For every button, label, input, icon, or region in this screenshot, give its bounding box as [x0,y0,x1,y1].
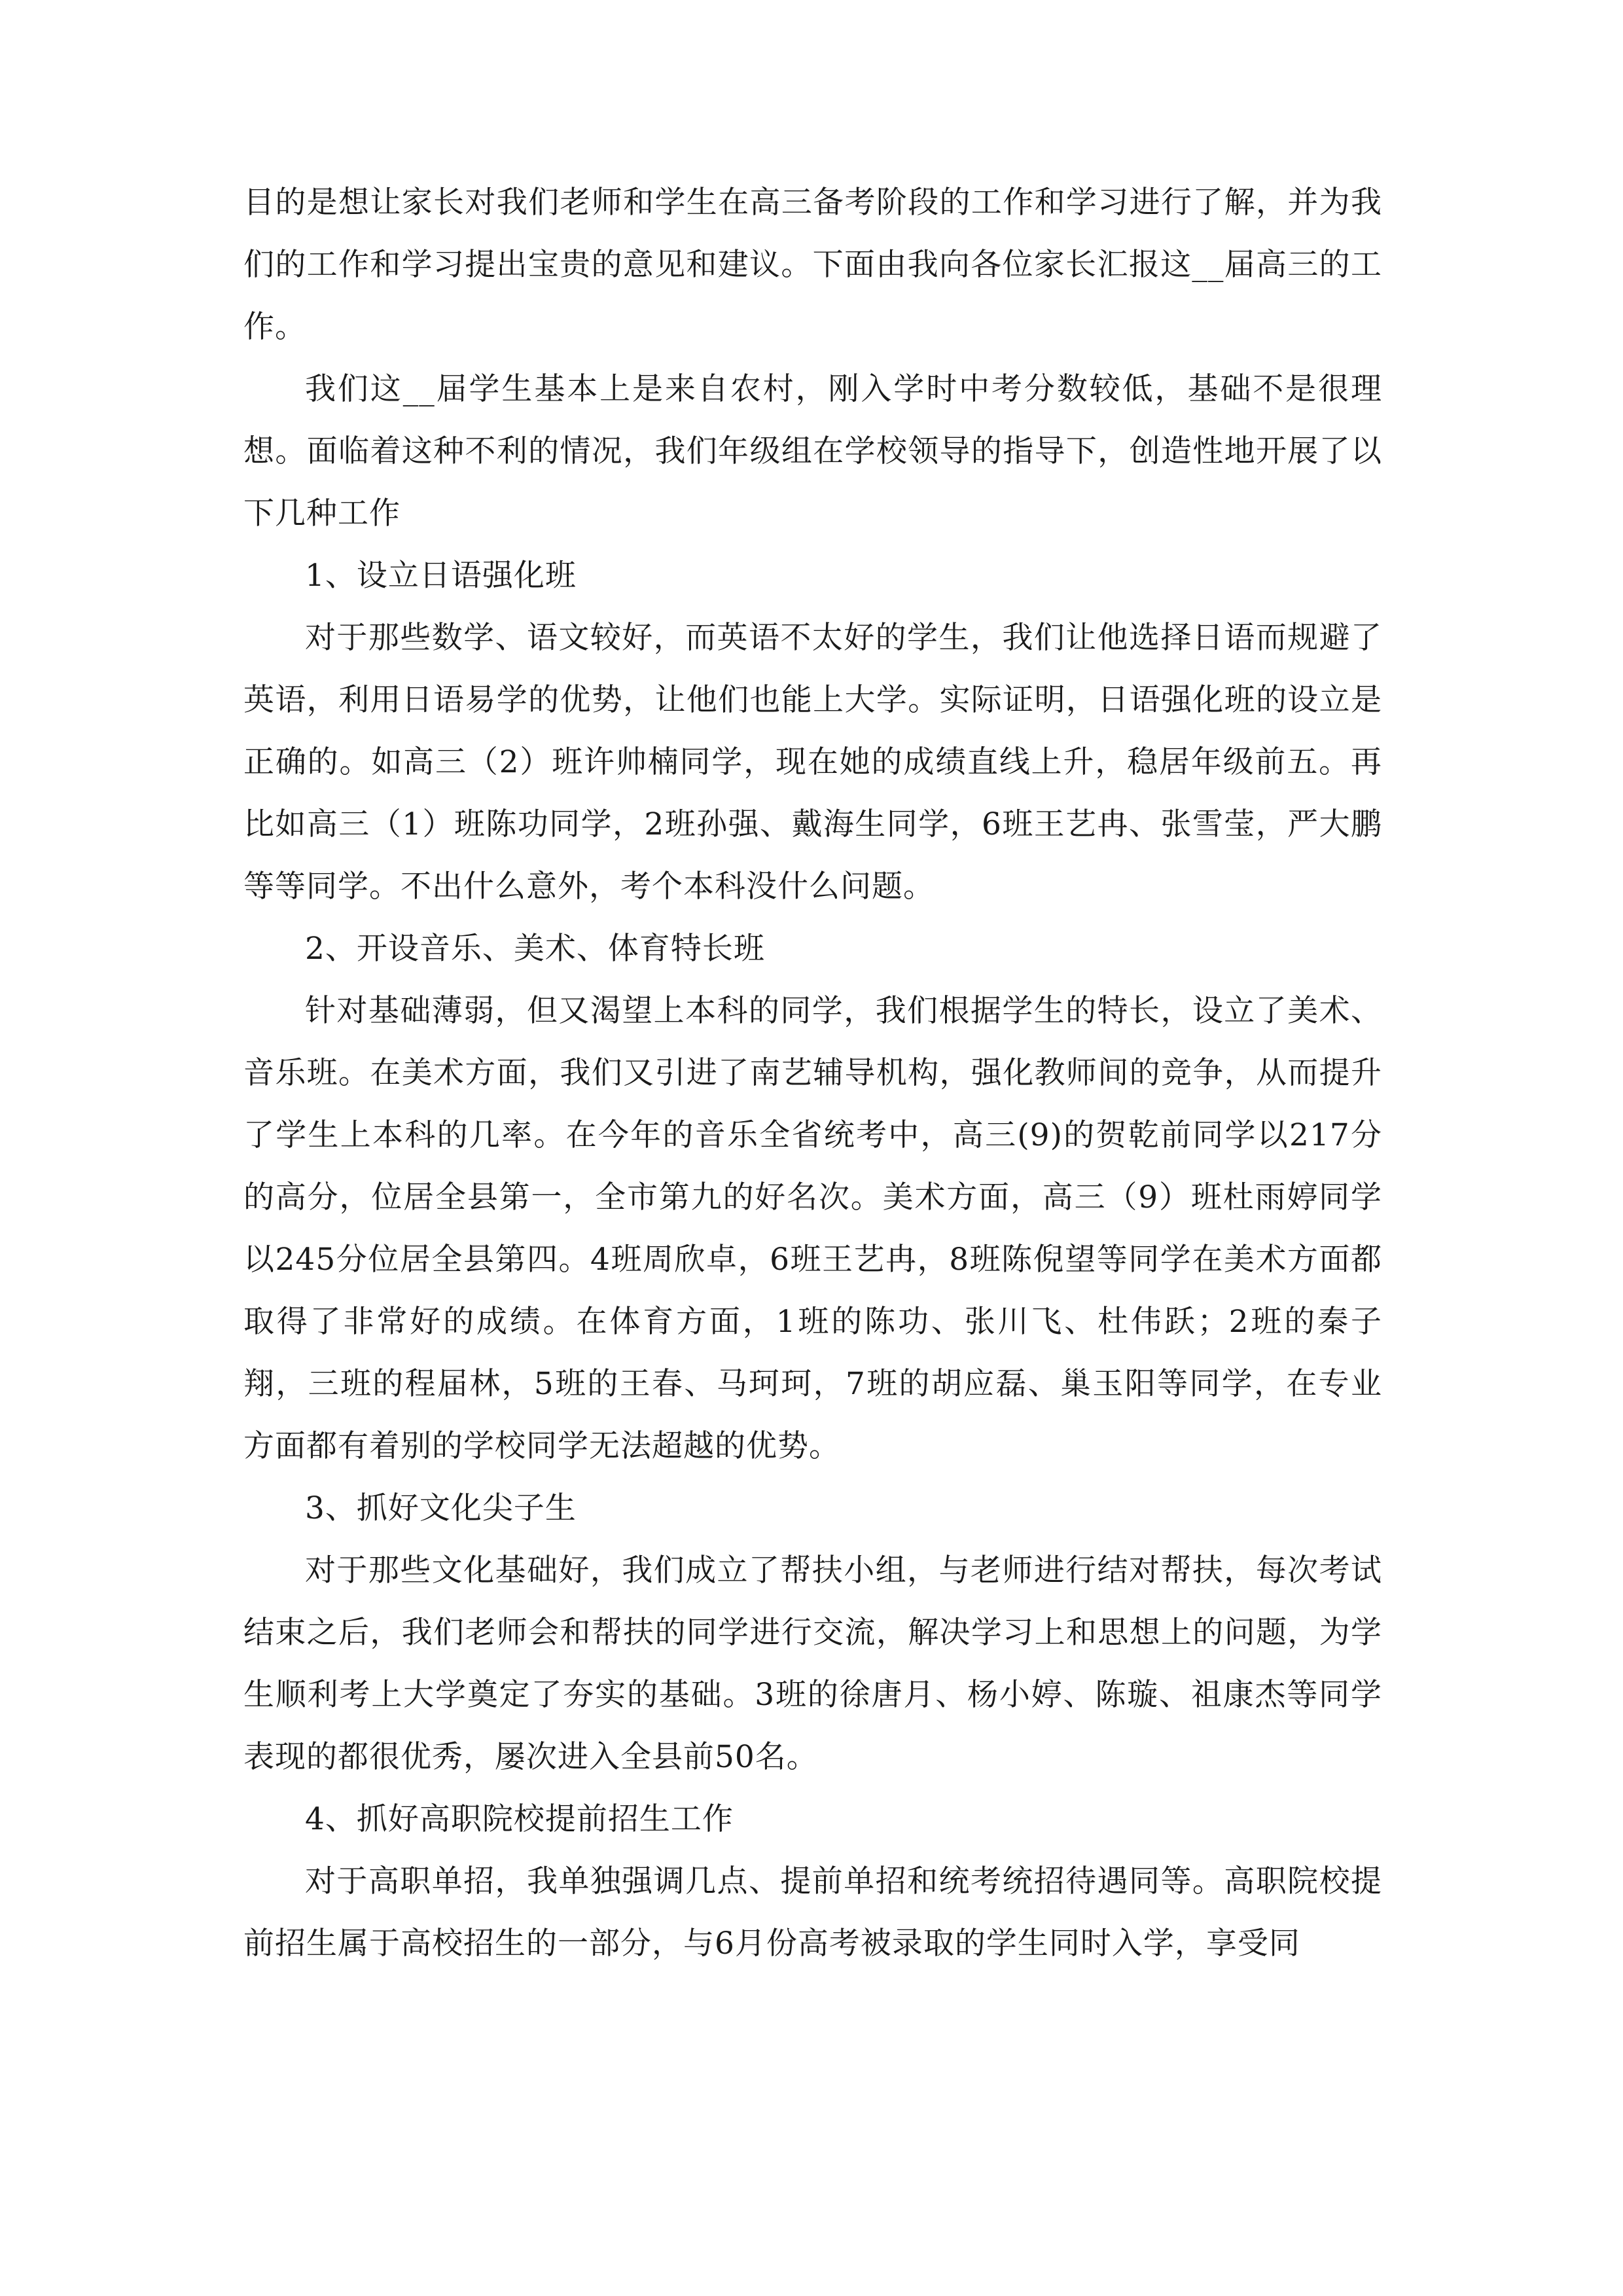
section-heading-arts-class: 2、开设音乐、美术、体育特长班 [305,931,765,967]
section-heading-top-students: 3、抓好文化尖子生 [305,1490,577,1526]
paragraph-intro: 目的是想让家长对我们老师和学生在高三备考阶段的工作和学习进行了解，并为我们的工作和学习提出宝贵的意见和建议。下面由我向各位家长汇报这__届高三的工作。 [243,185,1382,345]
paragraph-arts-class: 针对基础薄弱，但又渴望上本科的同学，我们根据学生的特长，设立了美术、音乐班。在美术方面，我们又引进了南艺辅导机构，强化教师间的竞争，从而提升了学生上本科的几率。在今年的音乐全省统考中，高三(9)的贺乾前同学以217分的高分，位居全县第一，全市第九的好名次。美术方面，高三（9）班杜雨婷同学以245分位居全县第四。4班周欣卓，6班王艺冉，8班陈倪望等同学在美术方面都取得了非常好的成绩。在体育方面，1班的陈功、张川飞、杜伟跃；2班的秦子翔，三班的程届林，5班的王春、马珂珂，7班的胡应磊、巢玉阳等同学，在专业方面都有着别的学校同学无法超越的优势。 [243,993,1382,1464]
paragraph-background: 我们这__届学生基本上是来自农村，刚入学时中考分数较低，基础不是很理想。面临着这种不利的情况，我们年级组在学校领导的指导下，创造性地开展了以下几种工作 [243,371,1382,531]
paragraph-japanese-class: 对于那些数学、语文较好，而英语不太好的学生，我们让他选择日语而规避了英语，利用日语易学的优势，让他们也能上大学。实际证明，日语强化班的设立是正确的。如高三（2）班许帅楠同学，现在她的成绩直线上升，稳居年级前五。再比如高三（1）班陈功同学，2班孙强、戴海生同学，6班王艺冉、张雪莹，严大鹏等等同学。不出什么意外，考个本科没什么问题。 [243,620,1382,905]
section-heading-japanese-class: 1、设立日语强化班 [305,558,577,594]
section-heading-vocational-admission: 4、抓好高职院校提前招生工作 [305,1801,734,1837]
paragraph-top-students: 对于那些文化基础好，我们成立了帮扶小组，与老师进行结对帮扶，每次考试结束之后，我们老师会和帮扶的同学进行交流，解决学习上和思想上的问题，为学生顺利考上大学奠定了夯实的基础。3班的徐唐月、杨小婷、陈璇、祖康杰等同学表现的都很优秀，屡次进入全县前50名。 [243,1552,1382,1775]
document-body [243,171,1382,1975]
paragraph-vocational-admission: 对于高职单招，我单独强调几点、提前单招和统考统招待遇同等。高职院校提前招生属于高校招生的一部分，与6月份高考被录取的学生同时入学，享受同 [243,1863,1382,1962]
